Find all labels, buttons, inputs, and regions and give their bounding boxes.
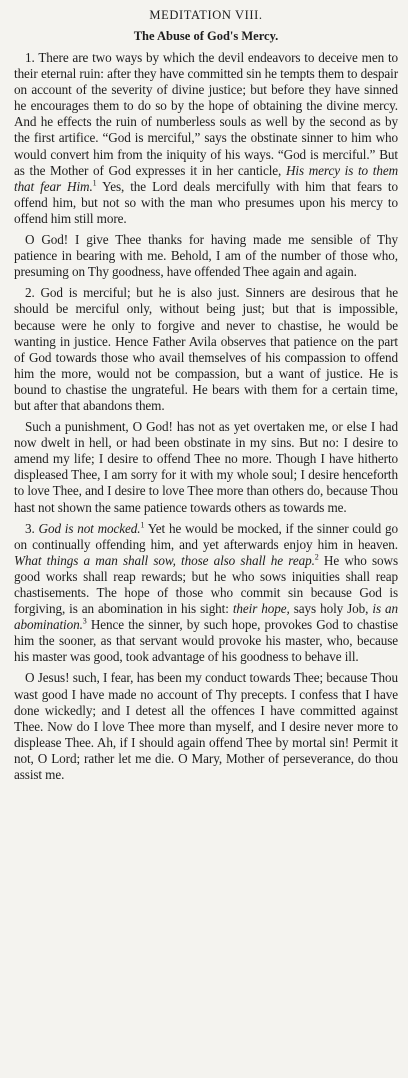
text-run: says holy Job,: [289, 601, 373, 617]
text-run: 2. God is merciful; but he is also just. Sinners are desirous that he should be merciful only, without being just; but that is impossible, because were he only to forgive and never to chastise, he would be wanting in justice. Hence Father Avila observes that patience on the part of God towards those who avail themselves of his compassion to offend him the more, would not be compassion, but a want of justice. He is bound to chastise the ungrateful. He bears with them for a certain time, but after that abandons them.: [14, 285, 398, 413]
footnote-marker: 2: [314, 552, 319, 562]
text-run: He who sows good works shall reap rewards; but he who sows iniquities shall reap chastisements. The hope of those who commit sin because God is forgiving, is an abomination in his sight:: [14, 552, 398, 617]
text-run: Yet he would be mocked, if the sinner could go on continually offending him, and yet afterwards enjoy him in heaven.: [14, 520, 398, 552]
running-head: MEDITATION VIII.: [149, 8, 263, 22]
paragraph: [14, 285, 398, 414]
text-run: 1. There are two ways by which the devil endeavors to deceive men to their eternal ruin: after they have committed sin he tempts them to despair on account of the severity of divine justice; but before they have sinned he encourages them to do so by the hope of obtaining the divine mercy. And he effects the ruin of numberless souls as well by the second as by the first artifice. “God is merciful,” says the obstinate sinner to him who would convert him from the iniquity of his ways. “God is merciful.” But as the Mother of God expresses it in her canticle,: [14, 50, 398, 178]
italic-quote: What things a man shall sow, those also shall he reap.: [14, 552, 315, 568]
chapter-title: The Abuse of God's Mercy.: [133, 29, 279, 43]
text-run: Yes, the Lord deals mercifully with him that fears to offend him, but not so with the man who presumes upon his mercy to offend him still more.: [14, 178, 398, 226]
text-run: O God! I give Thee thanks for having made me sensible of Thy patience in bearing with me. Behold, I am of the number of those who, presuming on Thy goodness, have offended Thee again and again.: [14, 232, 398, 280]
italic-quote: His mercy is to them that fear Him.: [14, 162, 398, 194]
paragraph: [14, 50, 398, 227]
paragraph: [14, 670, 398, 783]
italic-quote: their hope,: [232, 601, 290, 617]
text-run: Such a punishment, O God! has not as yet overtaken me, or else I had now dwelt in hell, or had been obstinate in my sins. But no: I desire to amend my life; I desire to offend Thee no more. Though I have hitherto displeased Thee, I am sorry for it with my whole soul; I desire henceforth to love Thee, and I desire to love Thee more than others do, because Thou hast not shown the same patience towards others as towards me.: [14, 419, 398, 515]
footnote-marker: 3: [82, 616, 87, 626]
italic-quote: God is not mocked.: [38, 520, 141, 536]
text-run: O Jesus! such, I fear, has been my conduct towards Thee; because Thou wast good I have made no account of Thy precepts. I confess that I have done wickedly; and I detest all the offences I have committed against Thee. Now do I love Thee more than myself, and I desire never more to displease Thee. Ah, if I should again offend Thee by mortal sin! Permit it not, O Lord; rather let me die. O Mary, Mother of perseverance, do thou assist me.: [14, 670, 398, 783]
text-run: Hence the sinner, by such hope, provokes God to chastise him the sooner, as that servant would provoke his master, who, because his master was good, took advantage of his goodness to behave ill.: [14, 617, 398, 665]
paragraph: [14, 419, 398, 516]
text-run: 3.: [25, 520, 39, 536]
paragraph: [14, 521, 398, 666]
footnote-marker: 1: [140, 520, 145, 530]
paragraph: [14, 232, 398, 280]
footnote-marker: 1: [92, 178, 97, 188]
body-text: [14, 50, 398, 783]
italic-quote: is an abomination.: [14, 601, 398, 633]
